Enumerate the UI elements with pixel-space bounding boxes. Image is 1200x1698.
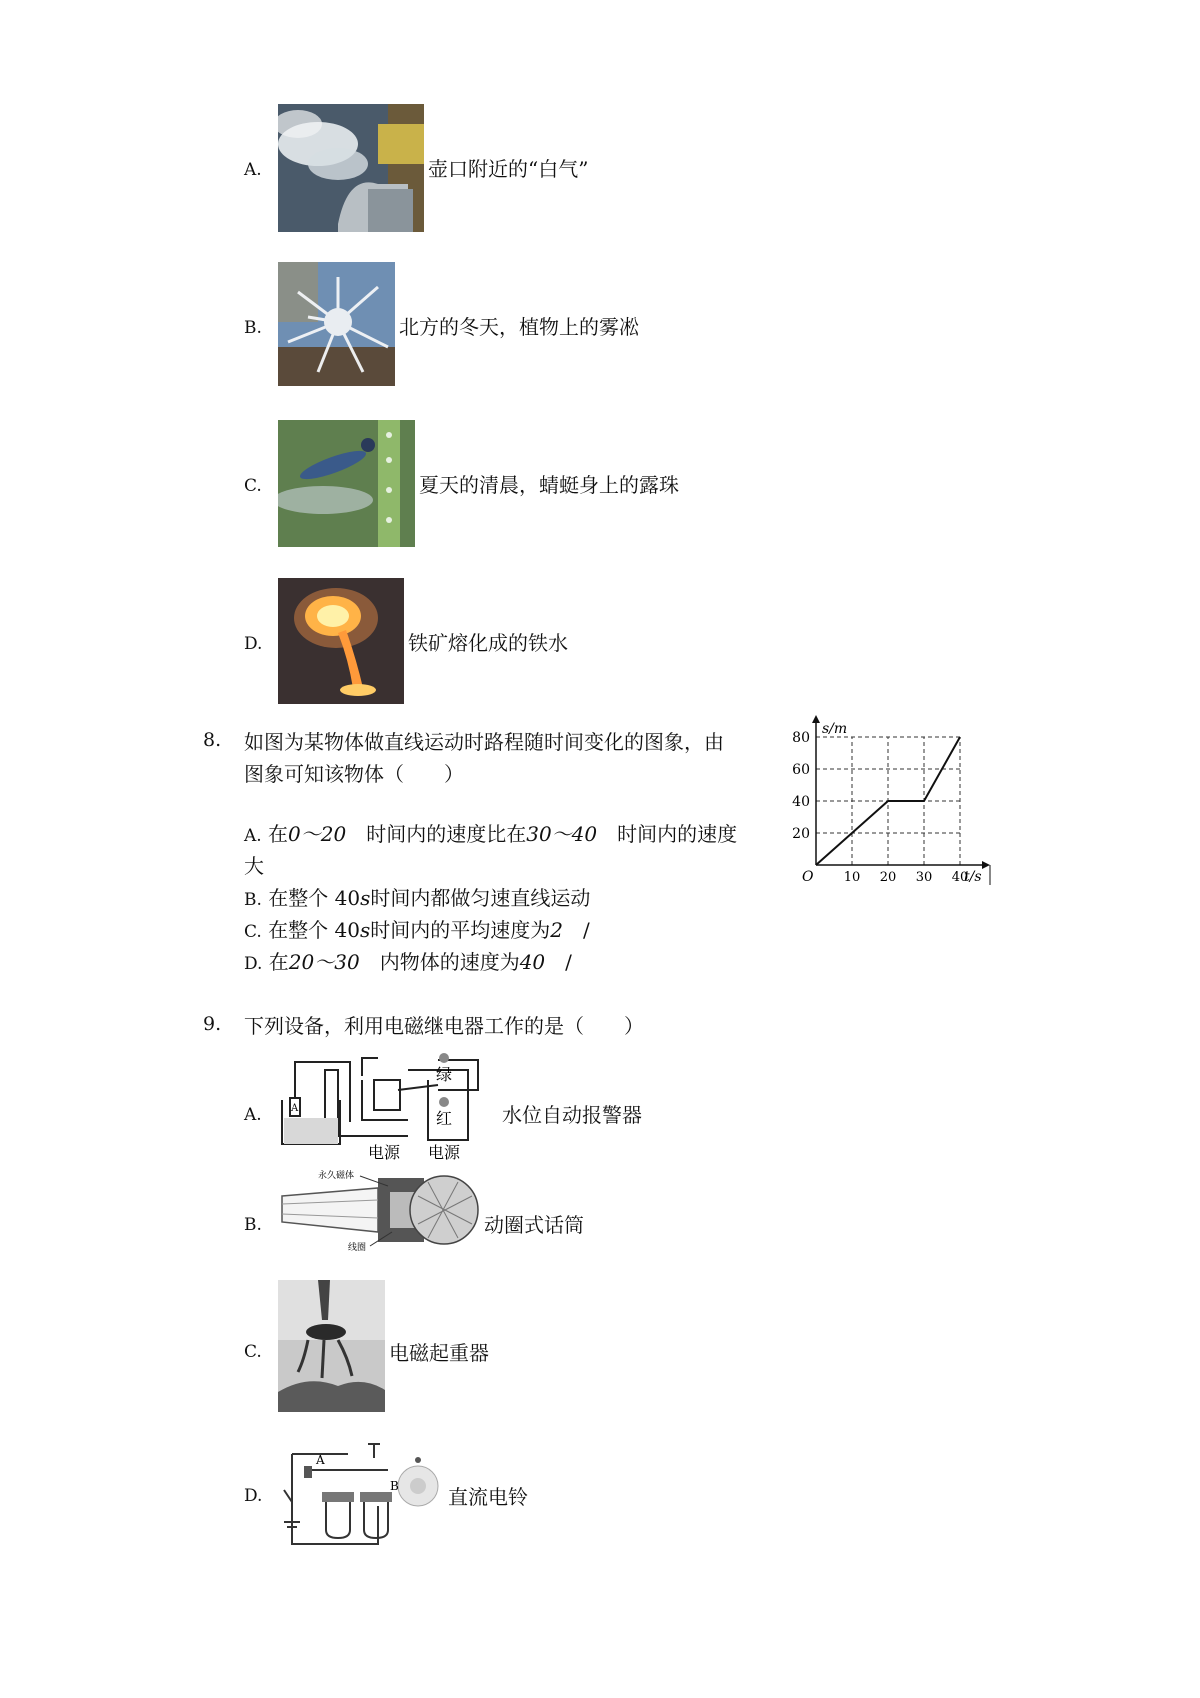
x-tick-label: 30 [915, 870, 933, 885]
x-axis-arrow [982, 861, 990, 869]
x-axis-label: t/s [964, 869, 982, 885]
y-tick-label: 80 [792, 730, 810, 746]
q7-option-c-text: 夏天的清晨，蜻蜓身上的露珠 [419, 473, 679, 497]
q9-option-d-text: 直流电铃 [448, 1485, 528, 1509]
x-tick-label: 40 [951, 870, 969, 885]
electromagnetic-crane-photo [278, 1280, 385, 1412]
q7-option-b-label: B. [244, 318, 262, 338]
water-alarm-diagram [278, 1040, 498, 1162]
q7-option-c-label: C. [244, 476, 262, 496]
dragonfly-dew-photo [278, 420, 415, 547]
q9-stem: 下列设备，利用电磁继电器工作的是（ ） [244, 1014, 644, 1038]
q7-option-a-label: A. [244, 160, 262, 180]
q9-option-c-text: 电磁起重器 [389, 1341, 489, 1365]
bell-label-b: B [390, 1479, 399, 1493]
q9-number: 9. [203, 1013, 222, 1035]
q8-option-d: D. 在20～30 内物体的速度为40 / [244, 950, 572, 974]
y-axis-label: s/m [822, 721, 848, 737]
teapot-steam-photo [278, 104, 424, 232]
q9-option-a-text: 水位自动报警器 [502, 1103, 642, 1127]
q7-option-a-text: 壶口附近的“白气” [428, 157, 589, 181]
x-tick-label: 10 [843, 870, 861, 885]
x-tick-label: 20 [879, 870, 897, 885]
microphone-diagram [278, 1166, 480, 1254]
q8-option-b: B. 在整个 40s时间内都做匀速直线运动 [244, 886, 591, 910]
q9-option-b-label: B. [244, 1215, 262, 1235]
molten-iron-photo [278, 578, 404, 704]
origin-label: O [802, 869, 814, 885]
s-t-graph [780, 715, 1010, 895]
magnet-label: 永久磁体 [318, 1171, 355, 1181]
bell-label-a: A [316, 1453, 325, 1467]
electrode-label: A [291, 1103, 299, 1114]
q8-stem-line1: 如图为某物体做直线运动时路程随时间变化的图象，由 [244, 730, 724, 754]
q9-option-a-label: A. [244, 1105, 262, 1125]
q9-option-d-label: D. [244, 1486, 263, 1506]
y-tick-label: 40 [792, 794, 810, 810]
q8-option-a-cont: 大 [244, 854, 264, 878]
y-tick-label: 20 [792, 826, 810, 842]
coil-label: 线圈 [348, 1243, 367, 1253]
q9-option-c-label: C. [244, 1342, 262, 1362]
green-lamp-label: 绿 [436, 1065, 453, 1084]
q7-option-d-text: 铁矿熔化成的铁水 [408, 631, 568, 655]
q9-option-b-text: 动圈式话筒 [484, 1213, 584, 1237]
q8-option-c: C. 在整个 40s时间内的平均速度为2 / [244, 918, 590, 942]
q8-number: 8. [203, 729, 222, 751]
electric-bell-diagram [278, 1430, 444, 1548]
q7-option-d-label: D. [244, 634, 263, 654]
q8-option-a: A. 在0～20 时间内的速度比在30～40 时间内的速度 [244, 822, 738, 846]
q8-stem-line2: 图象可知该物体（ ） [244, 762, 464, 786]
red-lamp-label: 红 [436, 1109, 453, 1128]
y-tick-label: 60 [792, 762, 810, 778]
rime-plant-photo [278, 262, 395, 386]
q7-option-b-text: 北方的冬天，植物上的雾凇 [399, 315, 639, 339]
y-axis-arrow [812, 715, 820, 723]
power-source-label-2: 电源 [428, 1143, 461, 1162]
power-source-label-1: 电源 [368, 1143, 401, 1162]
